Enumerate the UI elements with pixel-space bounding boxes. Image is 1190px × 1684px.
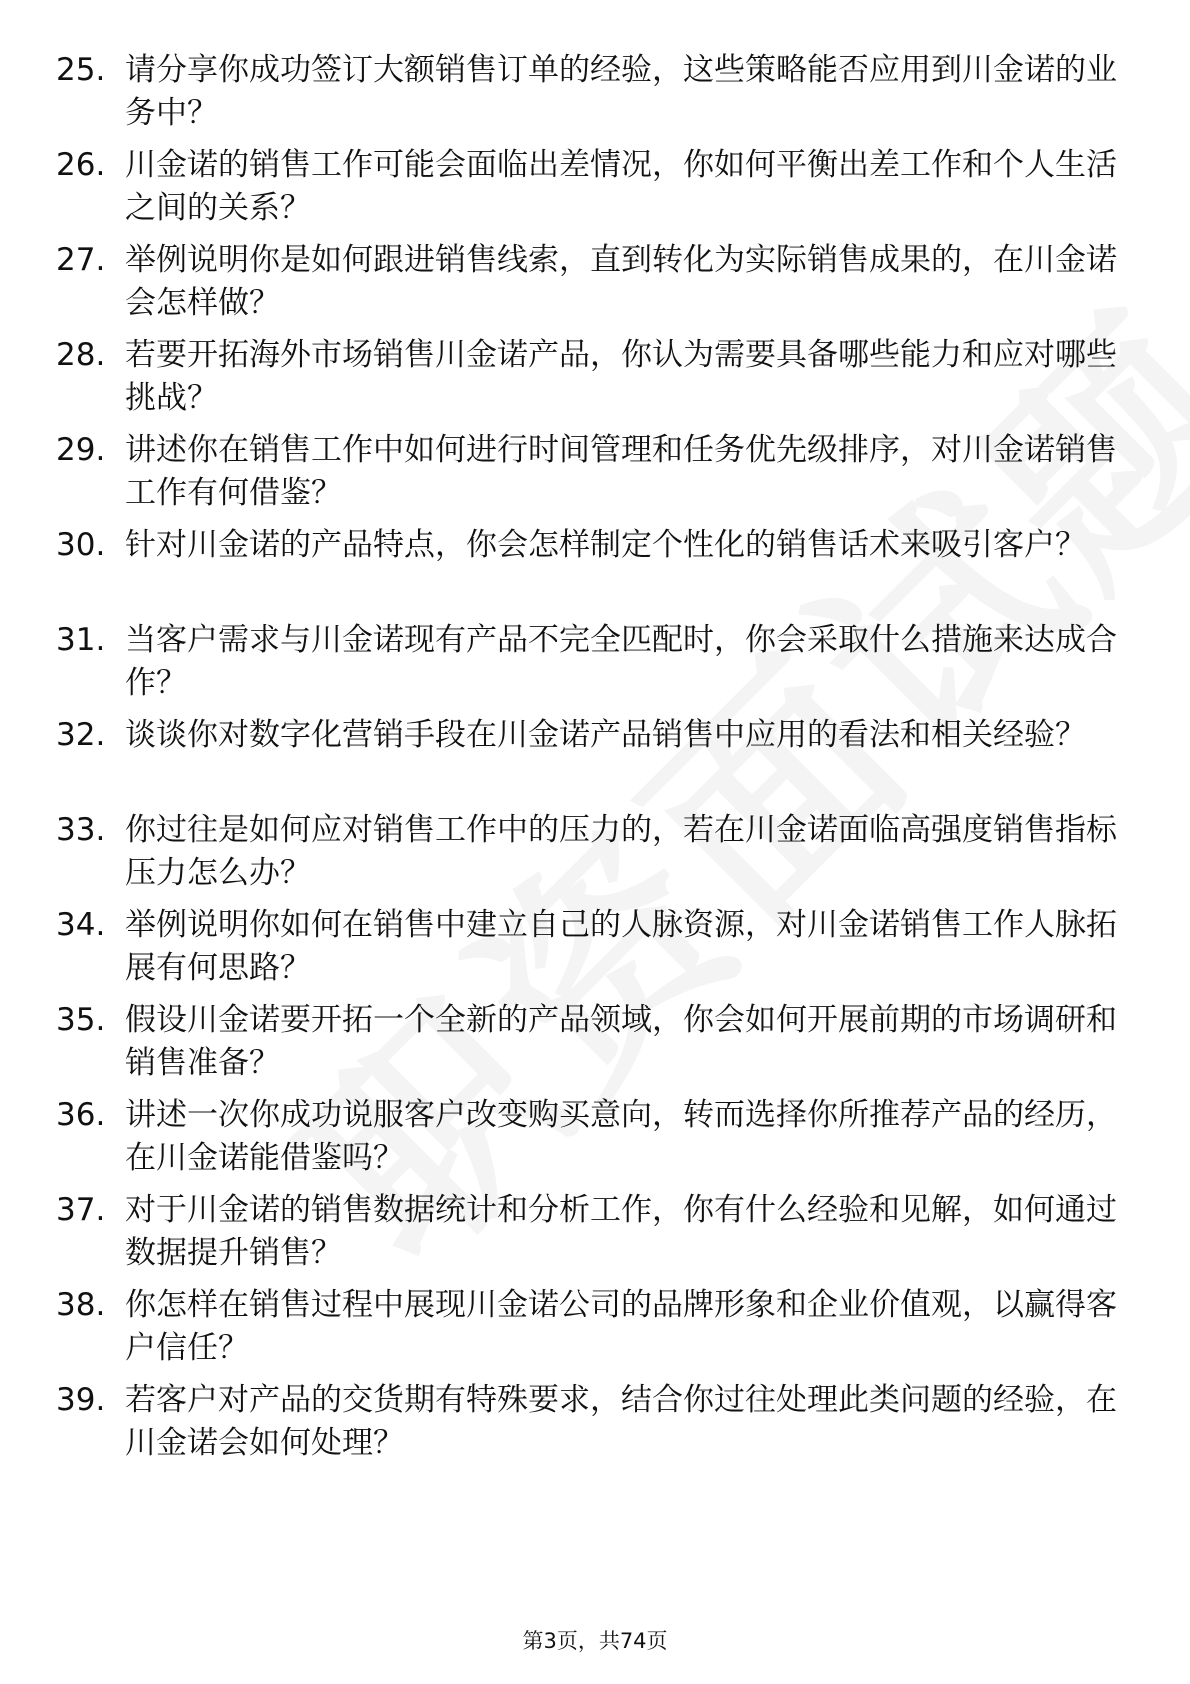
question-item (0, 1094, 1190, 1189)
question-text: 举例说明你是如何跟进销售线索，直到转化为实际销售成果的，在川金诺会怎样做？ (125, 242, 1117, 321)
question-item (0, 619, 1190, 714)
question-text: 当客户需求与川金诺现有产品不完全匹配时，你会采取什么措施来达成合作？ (125, 622, 1117, 701)
question-item (0, 334, 1190, 429)
question-item (0, 1189, 1190, 1284)
question-item (0, 429, 1190, 524)
question-item (0, 49, 1190, 144)
question-number: 39. (56, 1382, 106, 1418)
page-footer: 第3页，共74页 (522, 1629, 668, 1653)
question-text: 假设川金诺要开拓一个全新的产品领域，你会如何开展前期的市场调研和销售准备？ (125, 1002, 1117, 1081)
question-text: 若要开拓海外市场销售川金诺产品，你认为需要具备哪些能力和应对哪些挑战？ (125, 337, 1117, 416)
question-number: 32. (56, 717, 106, 753)
question-text: 谈谈你对数字化营销手段在川金诺产品销售中应用的看法和相关经验？ (125, 717, 1086, 753)
question-text: 对于川金诺的销售数据统计和分析工作，你有什么经验和见解，如何通过数据提升销售？ (125, 1192, 1117, 1271)
question-item (0, 144, 1190, 239)
question-number: 28. (56, 337, 106, 373)
question-item (0, 714, 1190, 809)
question-text: 讲述一次你成功说服客户改变购买意向，转而选择你所推荐产品的经历，在川金诺能借鉴吗？ (125, 1097, 1117, 1176)
question-text: 你过往是如何应对销售工作中的压力的，若在川金诺面临高强度销售指标压力怎么办？ (125, 812, 1117, 891)
question-list (0, 49, 1190, 1474)
question-item (0, 1284, 1190, 1379)
question-number: 35. (56, 1002, 106, 1038)
question-number: 26. (56, 147, 106, 183)
question-item (0, 999, 1190, 1094)
question-number: 31. (56, 622, 106, 658)
question-text: 针对川金诺的产品特点，你会怎样制定个性化的销售话术来吸引客户？ (125, 527, 1086, 563)
question-number: 33. (56, 812, 106, 848)
question-number: 29. (56, 432, 106, 468)
question-number: 34. (56, 907, 106, 943)
question-text: 你怎样在销售过程中展现川金诺公司的品牌形象和企业价值观，以赢得客户信任？ (125, 1287, 1117, 1366)
question-number: 30. (56, 527, 106, 563)
question-text: 请分享你成功签订大额销售订单的经验，这些策略能否应用到川金诺的业务中？ (125, 52, 1117, 131)
question-item (0, 239, 1190, 334)
question-number: 37. (56, 1192, 106, 1228)
question-item (0, 809, 1190, 904)
question-number: 36. (56, 1097, 106, 1133)
question-text: 举例说明你如何在销售中建立自己的人脉资源，对川金诺销售工作人脉拓展有何思路？ (125, 907, 1117, 986)
question-text: 若客户对产品的交货期有特殊要求，结合你过往处理此类问题的经验，在川金诺会如何处理？ (125, 1382, 1117, 1461)
question-number: 25. (56, 52, 106, 88)
question-text: 讲述你在销售工作中如何进行时间管理和任务优先级排序，对川金诺销售工作有何借鉴？ (125, 432, 1117, 511)
question-item (0, 524, 1190, 619)
question-item (0, 904, 1190, 999)
question-number: 38. (56, 1287, 106, 1323)
question-text: 川金诺的销售工作可能会面临出差情况，你如何平衡出差工作和个人生活之间的关系？ (125, 147, 1117, 226)
question-number: 27. (56, 242, 106, 278)
question-item (0, 1379, 1190, 1474)
